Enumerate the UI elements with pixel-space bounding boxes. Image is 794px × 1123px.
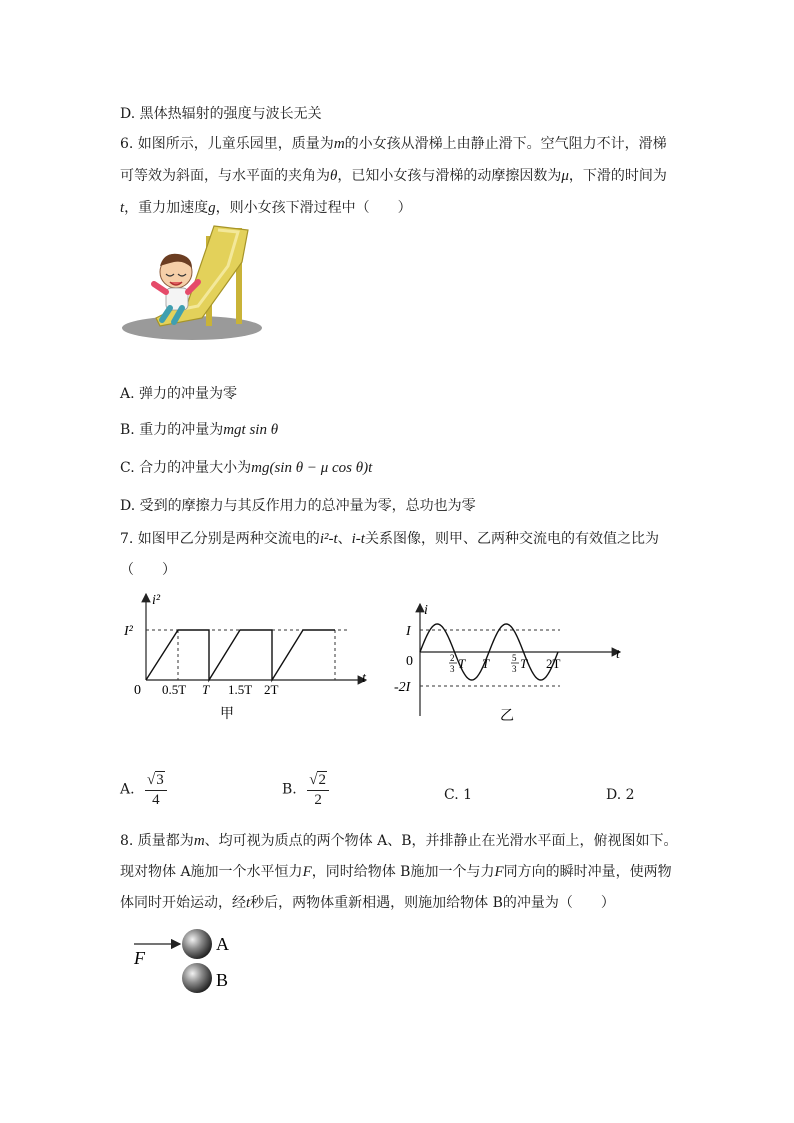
graph-yi-origin: 0: [406, 654, 413, 669]
q5-option-d: D. 黑体热辐射的强度与波长无关: [120, 106, 322, 122]
q7-stem-line-1: 7. 如图甲乙分别是两种交流电的i²-t、i-t关系图像，则甲、乙两种交流电的有效值之比为: [120, 531, 659, 547]
q8-stem-line-2: 现对物体 A施加一个水平恒力F，同时给物体 B施加一个与力F同方向的瞬时冲量，使两物: [120, 864, 672, 880]
q7-option-c: C. 1: [444, 787, 473, 803]
graph-jia-tick-2: T: [202, 682, 210, 697]
graph-yi: [388, 600, 638, 728]
q6-option-d: D. 受到的摩擦力与其反作用力的总冲量为零，总功也为零: [120, 498, 476, 514]
graph-jia-y-tick: I²: [124, 624, 133, 639]
ball-b-label: B: [216, 970, 229, 990]
graph-yi-caption: 乙: [500, 709, 514, 724]
graph-yi-tick-4: 2T: [546, 656, 561, 671]
graph-jia-tick-1: 0.5T: [162, 682, 187, 697]
svg-text:T: T: [520, 656, 528, 671]
child-arm-left: [154, 284, 166, 292]
svg-text:3: 3: [450, 664, 455, 674]
svg-text:5: 5: [512, 653, 517, 663]
graph-jia-t-label: t: [362, 671, 366, 686]
force-label: F: [134, 948, 145, 968]
graph-yi-t-label: t: [616, 647, 620, 662]
q8-figure: [126, 924, 256, 1000]
q7-option-a: A. $\frac{√3}{4}$: [120, 770, 167, 809]
graph-yi-tick-1: [449, 653, 466, 674]
q6-stem-line-1: 6. 如图所示，儿童乐园里，质量为m的小女孩从滑梯上由静止滑下。空气阻力不计，滑梯: [120, 136, 667, 152]
graph-yi-y-bottom: -2I: [394, 680, 411, 695]
q6-stem-line-2: 可等效为斜面，与水平面的夹角为θ，已知小女孩与滑梯的动摩擦因数为μ，下滑的时间为: [120, 168, 667, 184]
graph-jia-y-label: i²: [152, 593, 161, 608]
graph-yi-y-label: i: [424, 603, 428, 618]
q7-option-d: D. 2: [606, 787, 635, 803]
graph-jia-caption: 甲: [220, 707, 234, 722]
q7-stem-line-2: （ ）: [120, 562, 176, 578]
svg-text:2: 2: [450, 653, 455, 663]
graph-jia: [122, 590, 382, 728]
svg-text:T: T: [458, 656, 466, 671]
ball-a: [182, 929, 212, 959]
graph-jia-tick-4: 2T: [264, 682, 279, 697]
graph-yi-tick-3: [511, 653, 528, 674]
graph-yi-tick-2: T: [482, 656, 490, 671]
ball-a-label: A: [216, 934, 229, 954]
q6-option-c: C. 合力的冲量大小为mg(sin θ − μ cos θ)t: [120, 460, 373, 476]
slide-illustration: [118, 222, 268, 344]
graph-yi-y-top: I: [406, 624, 411, 639]
q6-option-a: A. 弹力的冲量为零: [120, 386, 238, 402]
graph-jia-tick-3: 1.5T: [228, 682, 253, 697]
q8-stem-line-1: 8. 质量都为m、均可视为质点的两个物体 A、B，并排静止在光滑水平面上，俯视图如下。: [120, 833, 678, 849]
graph-jia-curve: [146, 630, 335, 680]
ball-b: [182, 963, 212, 993]
graph-jia-origin: 0: [134, 683, 141, 698]
svg-text:3: 3: [512, 664, 517, 674]
q7-option-b: B. $\frac{√2}{2}$: [282, 770, 329, 809]
q6-stem-line-3: t，重力加速度g，则小女孩下滑过程中（ ）: [120, 200, 412, 216]
q8-stem-line-3: 体同时开始运动，经t秒后，两物体重新相遇，则施加给物体 B的冲量为（ ）: [120, 895, 615, 911]
q6-option-b: B. 重力的冲量为mgt sin θ: [120, 422, 279, 438]
